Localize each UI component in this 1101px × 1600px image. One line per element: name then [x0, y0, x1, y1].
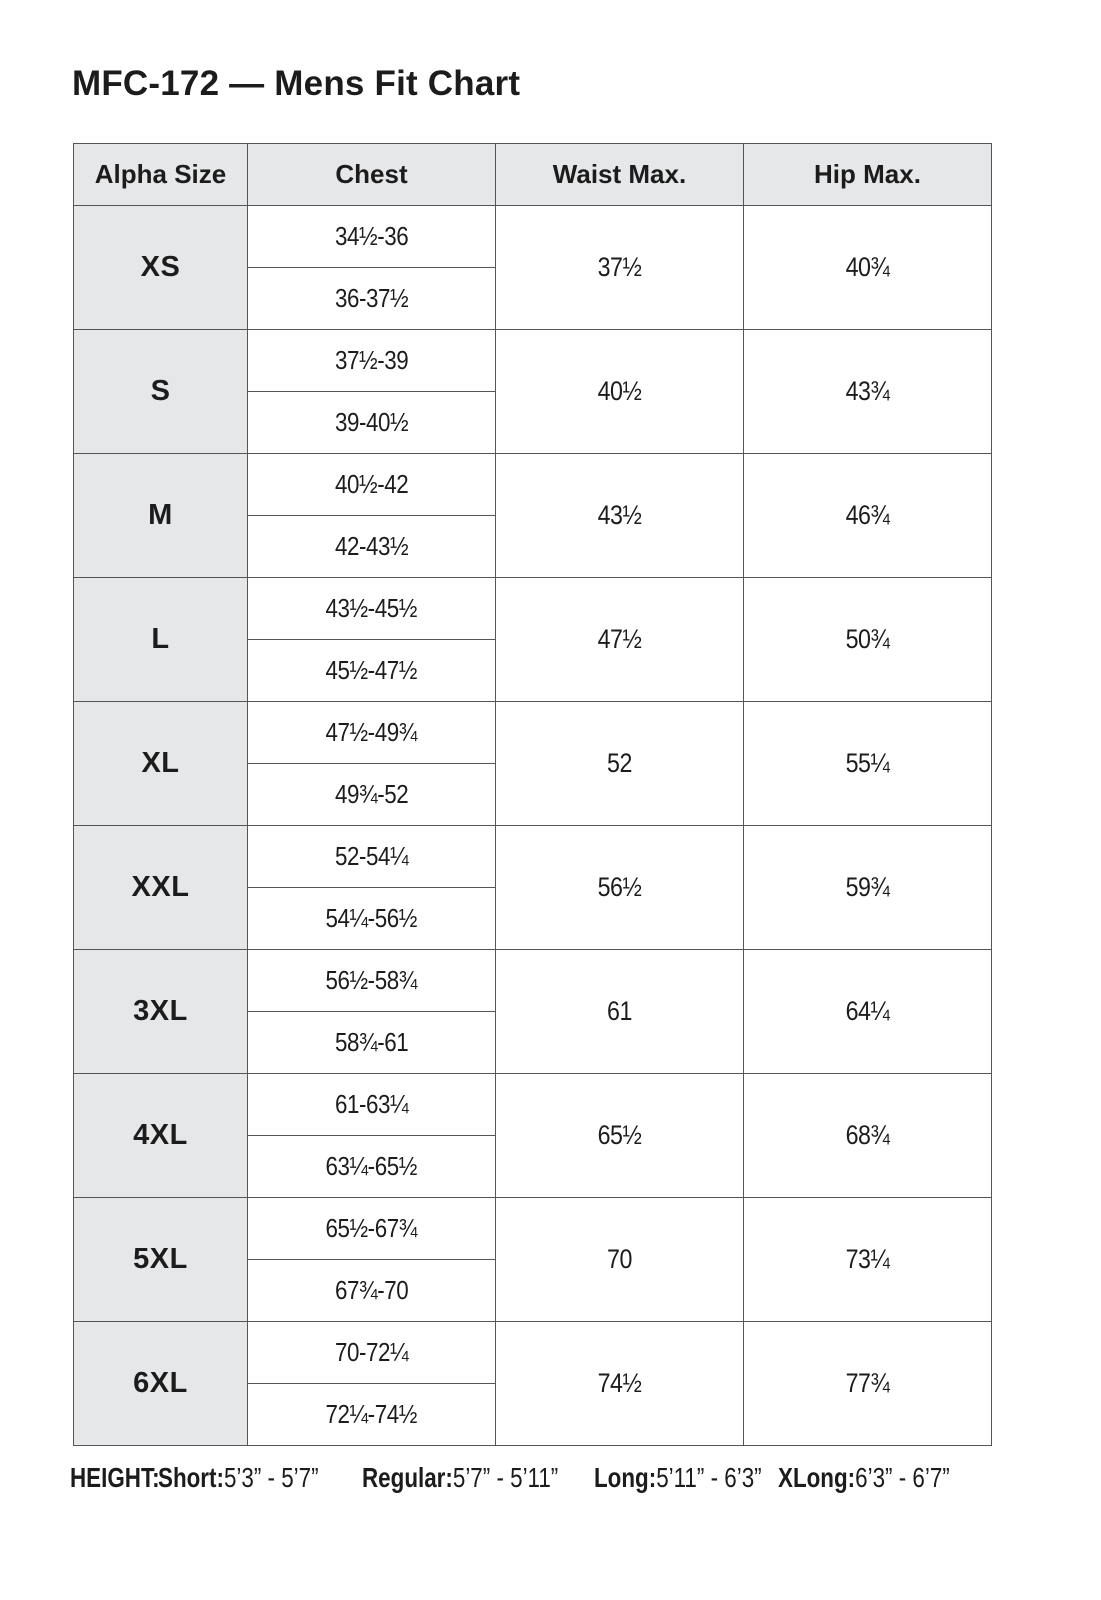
alpha-size-cell: L: [74, 578, 248, 702]
hip-max-cell: [744, 1198, 992, 1322]
chest-range-value: 34½-36: [334, 221, 409, 251]
hip-max-value: 77¾: [845, 1368, 890, 1398]
waist-max-value: 65½: [597, 1120, 642, 1150]
chest-range-value: 67¾-70: [334, 1275, 409, 1305]
hip-max-value: 73¼: [845, 1244, 890, 1274]
chest-range-value: 39-40½: [334, 407, 409, 437]
hip-max-value: 40¾: [845, 252, 890, 282]
chest-range-value: 36-37½: [334, 283, 409, 313]
chest-range-cell: [248, 1012, 496, 1074]
height-xlong-name: XLong:: [778, 1462, 856, 1493]
chest-range-cell: [248, 1322, 496, 1384]
table-row: [74, 1322, 992, 1384]
chest-range-cell: [248, 888, 496, 950]
height-regular-name: Regular:: [362, 1462, 453, 1493]
chest-range-value: 54¼-56½: [325, 903, 418, 933]
chest-range-cell: [248, 1136, 496, 1198]
table-row: [74, 1198, 992, 1260]
height-regular-range: 5’7” - 5’11”: [452, 1462, 559, 1493]
height-xlong-range: 6’3” - 6’7”: [855, 1462, 950, 1493]
chest-range-cell: [248, 454, 496, 516]
header-alpha-size: Alpha Size: [74, 144, 248, 206]
waist-max-value: 52: [607, 748, 632, 778]
page-title: MFC-172 — Mens Fit Chart: [72, 64, 521, 103]
hip-max-cell: [744, 1322, 992, 1446]
chest-range-cell: [248, 268, 496, 330]
chest-range-value: 40½-42: [334, 469, 409, 499]
chest-range-cell: [248, 1198, 496, 1260]
chest-range-value: 63¼-65½: [325, 1151, 418, 1181]
waist-max-value: 70: [607, 1244, 632, 1274]
hip-max-value: 43¾: [845, 376, 890, 406]
chest-range-value: 58¾-61: [334, 1027, 409, 1057]
alpha-size-cell: 4XL: [74, 1074, 248, 1198]
waist-max-value: 37½: [597, 252, 642, 282]
table-row: [74, 578, 992, 640]
waist-max-cell: [496, 330, 744, 454]
chest-range-cell: [248, 826, 496, 888]
height-xlong: [778, 1462, 950, 1494]
chest-range-cell: [248, 516, 496, 578]
hip-max-cell: [744, 702, 992, 826]
table-body: [74, 206, 992, 1446]
hip-max-cell: [744, 578, 992, 702]
chest-range-cell: [248, 1260, 496, 1322]
chest-range-value: 61-63¼: [334, 1089, 409, 1119]
hip-max-value: 50¾: [845, 624, 890, 654]
alpha-size-cell: 3XL: [74, 950, 248, 1074]
alpha-size-cell: XL: [74, 702, 248, 826]
waist-max-value: 40½: [597, 376, 642, 406]
chest-range-value: 70-72¼: [334, 1337, 409, 1367]
waist-max-cell: [496, 1198, 744, 1322]
height-short-name: Short:: [158, 1462, 224, 1493]
height-long-range: 5’11” - 6’3”: [656, 1462, 762, 1493]
chest-range-cell: [248, 392, 496, 454]
chest-range-value: 72¼-74½: [325, 1399, 418, 1429]
table-row: [74, 702, 992, 764]
hip-max-value: 59¾: [845, 872, 890, 902]
chest-range-cell: [248, 330, 496, 392]
chest-range-value: 56½-58¾: [325, 965, 418, 995]
chest-range-value: 65½-67¾: [325, 1213, 418, 1243]
header-chest: Chest: [248, 144, 496, 206]
waist-max-value: 74½: [597, 1368, 642, 1398]
hip-max-cell: [744, 454, 992, 578]
hip-max-cell: [744, 950, 992, 1074]
height-long: [594, 1462, 762, 1494]
waist-max-value: 56½: [597, 872, 642, 902]
table-row: [74, 454, 992, 516]
header-waist-max: Waist Max.: [496, 144, 744, 206]
hip-max-cell: [744, 206, 992, 330]
table-row: [74, 330, 992, 392]
alpha-size-cell: XS: [74, 206, 248, 330]
hip-max-value: 64¼: [845, 996, 890, 1026]
height-short: [158, 1462, 319, 1494]
hip-max-value: 46¾: [845, 500, 890, 530]
chest-range-cell: [248, 206, 496, 268]
chest-range-cell: [248, 1384, 496, 1446]
alpha-size-cell: M: [74, 454, 248, 578]
hip-max-cell: [744, 1074, 992, 1198]
header-hip-max: Hip Max.: [744, 144, 992, 206]
table-row: [74, 1074, 992, 1136]
chest-range-value: 43½-45½: [325, 593, 418, 623]
chest-range-cell: [248, 702, 496, 764]
waist-max-cell: [496, 1074, 744, 1198]
alpha-size-cell: 5XL: [74, 1198, 248, 1322]
height-regular: [362, 1462, 558, 1494]
alpha-size-cell: 6XL: [74, 1322, 248, 1446]
waist-max-cell: [496, 702, 744, 826]
chest-range-value: 37½-39: [334, 345, 409, 375]
chest-range-value: 52-54¼: [334, 841, 409, 871]
height-long-name: Long:: [594, 1462, 657, 1493]
table-header-row: [74, 144, 992, 206]
waist-max-cell: [496, 826, 744, 950]
chest-range-cell: [248, 1074, 496, 1136]
hip-max-value: 68¾: [845, 1120, 890, 1150]
height-short-range: 5’3” - 5’7”: [223, 1462, 319, 1493]
chest-range-value: 47½-49¾: [325, 717, 418, 747]
waist-max-cell: [496, 578, 744, 702]
alpha-size-cell: XXL: [74, 826, 248, 950]
height-label-group: [70, 1462, 160, 1494]
hip-max-cell: [744, 330, 992, 454]
hip-max-cell: [744, 826, 992, 950]
table-row: [74, 950, 992, 1012]
chest-range-cell: [248, 578, 496, 640]
waist-max-cell: [496, 454, 744, 578]
table-row: [74, 206, 992, 268]
fit-chart-table: [73, 143, 992, 1446]
chest-range-cell: [248, 950, 496, 1012]
chest-range-value: 49¾-52: [334, 779, 409, 809]
waist-max-cell: [496, 950, 744, 1074]
chest-range-cell: [248, 764, 496, 826]
waist-max-value: 47½: [597, 624, 642, 654]
height-label: HEIGHT:: [70, 1462, 160, 1493]
waist-max-cell: [496, 1322, 744, 1446]
chest-range-cell: [248, 640, 496, 702]
chest-range-value: 42-43½: [334, 531, 409, 561]
table-row: [74, 826, 992, 888]
chest-range-value: 45½-47½: [325, 655, 418, 685]
waist-max-value: 61: [607, 996, 632, 1026]
waist-max-value: 43½: [597, 500, 642, 530]
hip-max-value: 55¼: [845, 748, 890, 778]
alpha-size-cell: S: [74, 330, 248, 454]
waist-max-cell: [496, 206, 744, 330]
